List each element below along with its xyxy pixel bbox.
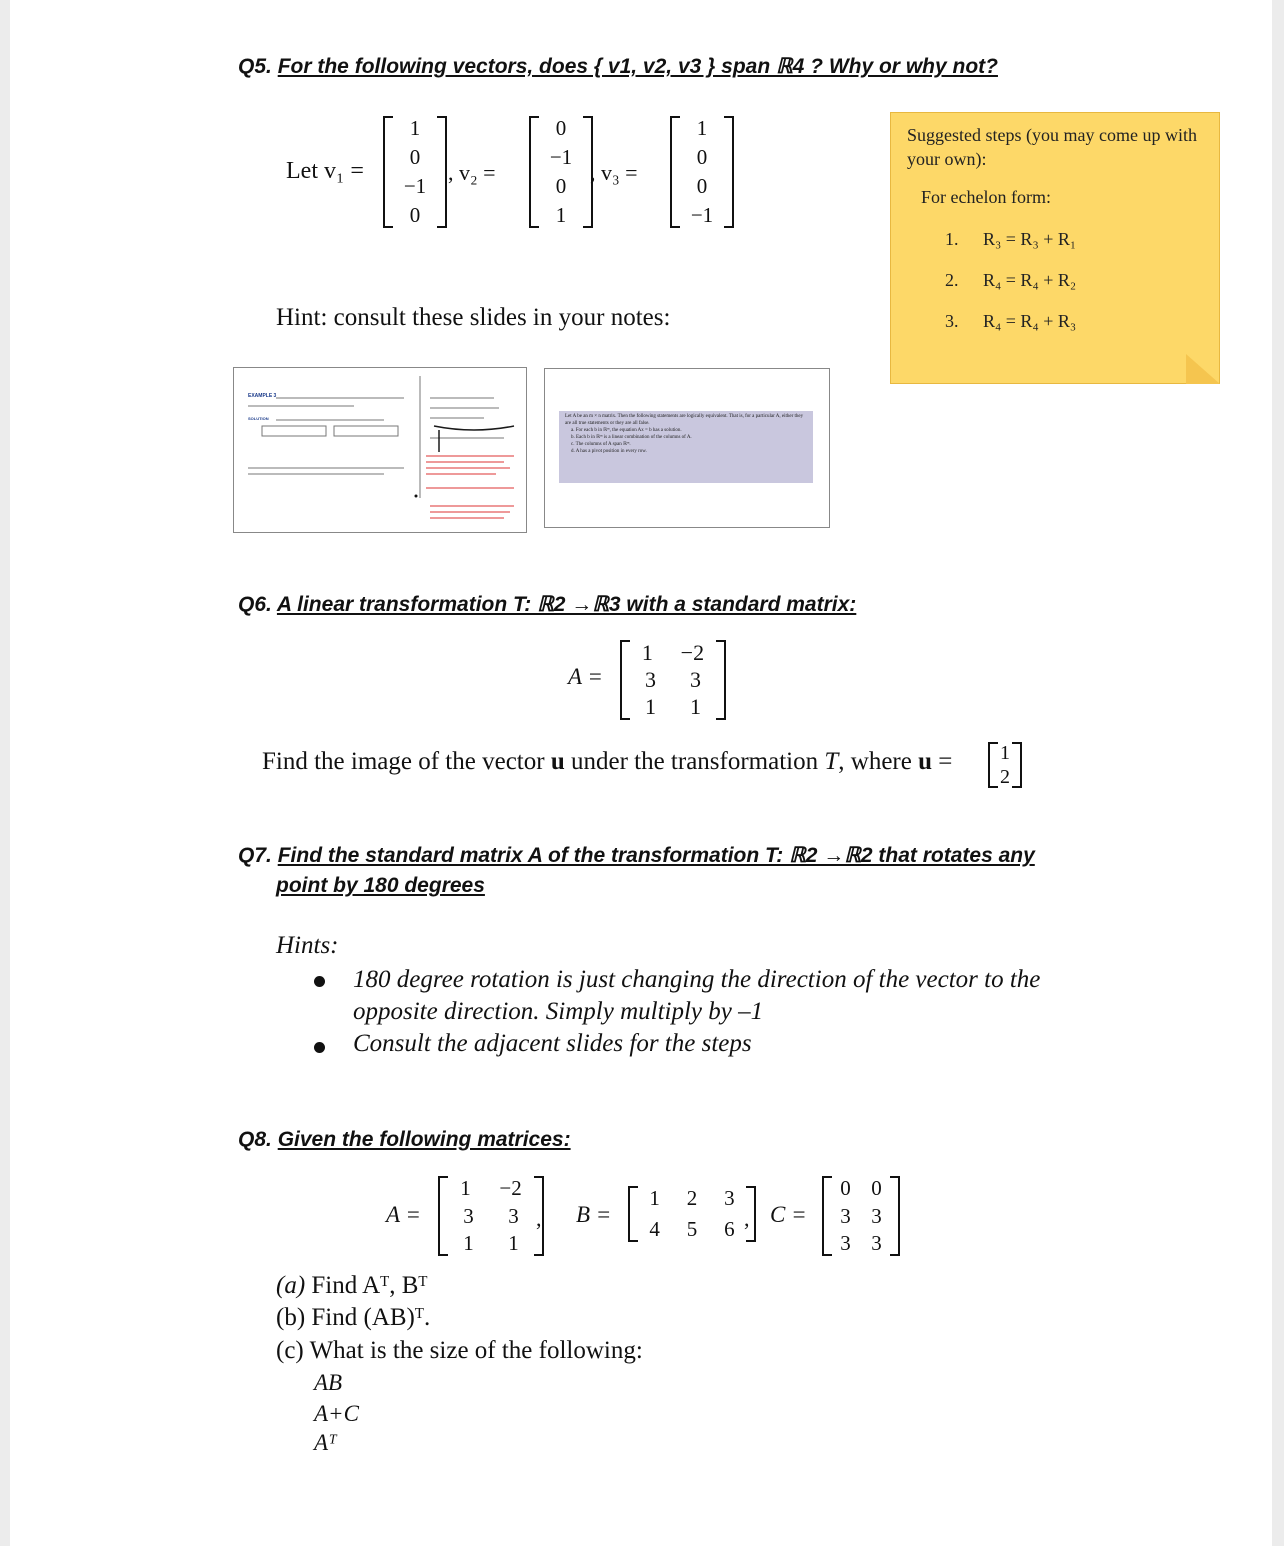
matrix-cell: 1: [649, 1186, 660, 1210]
v1-entry: 0: [409, 203, 421, 227]
v2-entry: 0: [555, 174, 567, 198]
part-text: Find Aᵀ, Bᵀ: [311, 1272, 428, 1299]
q6-text: , where: [838, 748, 912, 775]
matrix-cell: 3: [840, 1203, 851, 1228]
matrix-B: [628, 1186, 756, 1242]
slide-thumbnail-1: [233, 367, 527, 533]
q5-number: Q5.: [238, 55, 272, 78]
hint-item: Consult the adjacent slides for the steps: [353, 1030, 752, 1057]
matrix-cell: 1: [690, 694, 701, 719]
v3-entry: 1: [696, 116, 708, 140]
step-text: R₃ = R₃ + R₁: [983, 229, 1077, 249]
q6-heading: [238, 592, 856, 617]
q6-matrix-A: [620, 640, 726, 720]
matrix-row: [446, 1176, 536, 1201]
matrix-A-label: A =: [386, 1202, 421, 1227]
sticky-note: [890, 112, 1220, 384]
bullet-icon: [314, 976, 325, 987]
q7-heading: [238, 841, 1035, 901]
v3-entry: 0: [696, 145, 708, 169]
matrix-row: [628, 640, 718, 666]
q6-text: under the transformation: [570, 748, 819, 775]
q8-title: Given the following matrices:: [277, 1128, 571, 1151]
q6-u: u: [918, 748, 933, 775]
matrix-cell: 1: [463, 1231, 474, 1255]
q8-part-a: [276, 1272, 427, 1300]
q6-text: Find the image of the vector: [262, 748, 545, 775]
matrix-cell: 3: [724, 1186, 735, 1210]
q6-matrix-label: A =: [568, 664, 603, 689]
hints-label: Hints:: [276, 932, 339, 959]
matrix-cell: 2: [686, 1186, 698, 1210]
v2-entry: 1: [555, 203, 567, 227]
v2-entry: 0: [555, 116, 567, 140]
matrix-cell: 3: [508, 1203, 519, 1228]
size-item: A+C: [314, 1401, 359, 1426]
page-curl: [1186, 354, 1220, 384]
v2-label: , v₂ =: [448, 160, 496, 185]
size-item: Aᵀ: [314, 1430, 337, 1455]
q6-T: T: [824, 748, 839, 775]
step-number: 2.: [945, 270, 959, 290]
v3-label: , v₃ =: [590, 160, 638, 185]
v1-entry: 0: [409, 145, 421, 169]
matrix-C-label: C =: [770, 1202, 807, 1227]
u-vector: [988, 742, 1022, 788]
vector-v1: [383, 116, 447, 228]
matrix-cell: 1: [460, 1176, 471, 1200]
matrix-row: [830, 1231, 892, 1256]
matrix-cell: 4: [649, 1217, 660, 1241]
comma: ,: [536, 1206, 542, 1231]
matrix-row: [446, 1204, 536, 1229]
q8-heading: [238, 1128, 571, 1152]
theorem-item: d. A has a pivot position in every row.: [571, 449, 647, 454]
matrix-row: [628, 667, 718, 693]
v1-entry: 1: [409, 116, 421, 140]
q6-eq: =: [938, 748, 953, 775]
matrix-row: [830, 1176, 892, 1201]
v3-entry: −1: [690, 203, 714, 227]
matrix-row: [628, 694, 718, 720]
v2-entry: −1: [549, 145, 573, 169]
part-text: Find (AB)ᵀ.: [311, 1304, 431, 1331]
part-text: What is the size of the following:: [309, 1337, 643, 1364]
sticky-subtitle: For echelon form:: [921, 187, 1051, 207]
matrix-row: [636, 1217, 748, 1242]
matrix-cell: 0: [840, 1176, 851, 1200]
matrix-cell: 3: [871, 1203, 882, 1228]
matrix-cell: 6: [724, 1217, 735, 1241]
q6-question: [262, 748, 952, 776]
q6-number: Q6.: [238, 593, 272, 616]
example-label: EXAMPLE 3: [248, 393, 277, 399]
matrix-cell: 1: [508, 1231, 519, 1255]
hint-item: 180 degree rotation is just changing the direction of the vector to the opposite direction. Simply multiply by –1: [353, 966, 1041, 1025]
theorem-box: [559, 411, 813, 483]
slide-thumbnail-2: [544, 368, 830, 528]
part-label: (a): [276, 1272, 306, 1299]
matrix-C: [822, 1176, 900, 1256]
step-number: 3.: [945, 311, 959, 331]
comma: ,: [744, 1206, 750, 1231]
matrix-cell: 3: [690, 667, 701, 692]
step-text: R₄ = R₄ + R₃: [983, 311, 1077, 331]
matrix-row: [830, 1204, 892, 1229]
q5-heading: [238, 54, 998, 79]
step-number: 1.: [945, 229, 959, 249]
q5-title: For the following vectors, does { v1, v2, v3 } span ℝ4 ? Why or why not?: [277, 55, 998, 78]
matrix-cell: 3: [840, 1231, 851, 1255]
part-label: (c): [276, 1337, 304, 1364]
matrix-cell: 5: [686, 1217, 698, 1241]
theorem-item: c. The columns of A span ℝᵐ.: [571, 442, 631, 447]
vector-v2: [529, 116, 593, 228]
matrix-cell: 0: [871, 1176, 882, 1200]
v3-entry: 0: [696, 174, 708, 198]
vector-v3: [670, 116, 734, 228]
size-item: AB: [314, 1370, 343, 1395]
q6-title: A linear transformation T: ℝ2 →ℝ3 with a standard matrix:: [276, 593, 857, 616]
matrix-cell: −2: [680, 640, 705, 665]
matrix-A: [438, 1176, 544, 1256]
matrix-cell: 3: [871, 1231, 882, 1255]
matrix-cell: 1: [641, 640, 653, 665]
theorem-intro: Let A be an m × n matrix. Then the following statements are logically equivalent. That is, for a particular A, either they are all true statements or they are all false.: [565, 414, 804, 426]
q6-u: u: [550, 748, 565, 775]
bullet-icon: [314, 1042, 325, 1053]
theorem-item: b. Each b in ℝᵐ is a linear combination of the columns of A.: [571, 435, 692, 440]
q5-hint: Hint: consult these slides in your notes:: [276, 304, 671, 331]
sticky-intro: Suggested steps (you may come up with your own):: [907, 125, 1197, 169]
matrix-cell: −2: [499, 1176, 522, 1200]
slide-1-content: [234, 368, 526, 532]
solution-label: SOLUTION: [248, 416, 269, 421]
u-entry: 1: [1000, 742, 1010, 764]
q8-number: Q8.: [238, 1128, 272, 1151]
step-text: R₄ = R₄ + R₂: [983, 270, 1077, 290]
q7-number: Q7.: [238, 844, 272, 867]
matrix-cell: 3: [463, 1203, 474, 1228]
u-entry: 2: [1000, 766, 1010, 788]
matrix-B-label: B =: [576, 1202, 612, 1227]
q8-part-c: [276, 1337, 643, 1365]
v1-label: Let v₁ =: [286, 158, 364, 184]
theorem-item: a. For each b in ℝᵐ, the equation Ax = b has a solution.: [571, 428, 682, 433]
q8-part-b: [276, 1304, 430, 1332]
matrix-cell: 1: [645, 694, 656, 719]
q7-title-line-1: Find the standard matrix A of the transformation T: ℝ2 →ℝ2 that rotates any: [277, 844, 1035, 867]
q7-title-line-2: point by 180 degrees: [276, 874, 485, 897]
v1-entry: −1: [403, 174, 427, 198]
document-page: [10, 0, 1272, 1546]
matrix-row: [636, 1186, 748, 1211]
matrix-row: [446, 1231, 536, 1256]
part-label: (b): [276, 1304, 306, 1331]
matrix-cell: 3: [645, 667, 656, 692]
